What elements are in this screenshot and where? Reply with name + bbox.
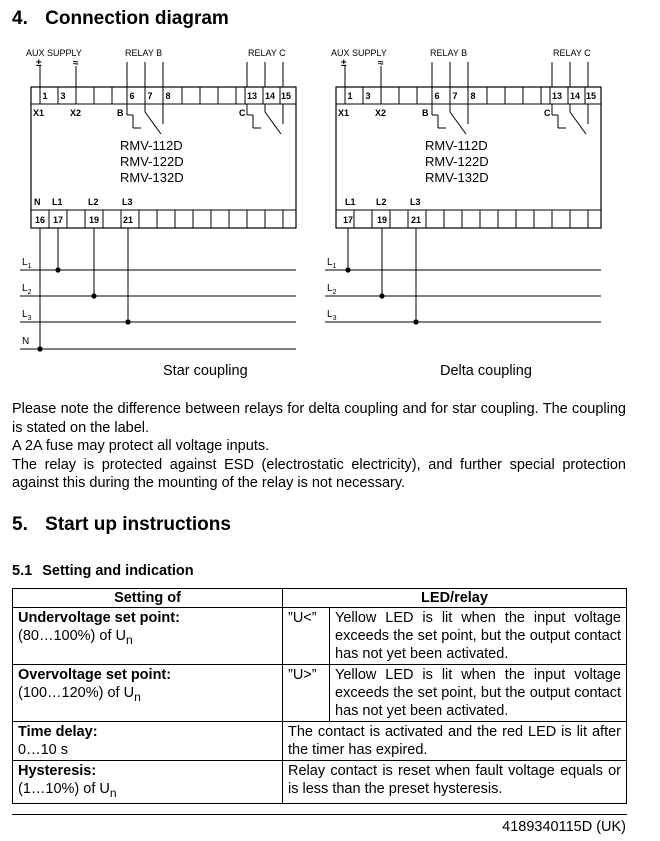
relay-b-contact [145,112,161,134]
phase-label: L3 [122,197,133,207]
delta-coupling-caption: Delta coupling [440,363,532,379]
terminal-number: 8 [165,91,171,101]
table-row [13,608,627,665]
model-name: RMV-132D [120,170,184,185]
b-label: B [422,108,429,118]
terminal-number: 13 [551,91,563,101]
setting-range: (1…10%) of $U_n$ [18,781,117,800]
table-header-row [13,589,627,608]
led-description: The contact is activated and the red LED is lit after the timer has expired. [283,722,627,761]
setting-name: Time delay: [18,724,98,740]
x2-label: X2 [375,108,387,118]
led-code: ”U<” [283,608,330,665]
model-name: RMV-112D [425,138,488,153]
terminal-number: 7 [452,91,458,101]
terminal-number: 21 [410,215,422,225]
supply-line-label: $L_1$ [327,257,337,270]
note-esd: The relay is protected against ESD (electrostatic electricity), and further special protection against this during the mounting of the relay is not necessary. [12,456,626,491]
b-label: B [117,108,124,118]
note-coupling: Please note the difference between relays for delta coupling and for star coupling. The coupling is stated on the label. [12,401,626,436]
relay-c-contact [570,112,586,134]
table-row [13,665,627,722]
relay-c-label: RELAY C [553,48,591,58]
subsection-number: 5.1 [12,563,33,579]
footer-rule [12,814,627,815]
notes [12,400,626,493]
led-description: Yellow LED is lit when the input voltage exceeds the set point, but the output contact has not yet been activated. [330,665,627,722]
star-coupling-diagram [20,48,296,352]
relay-c-contact [265,112,281,134]
led-code: ”U>” [283,665,330,722]
terminal-number: 3 [60,91,66,101]
relay-b-label: RELAY B [125,48,163,58]
terminal-number: 15 [585,91,597,101]
phase-label: L3 [410,197,421,207]
setting-cell [13,722,283,761]
relay-c-label: RELAY C [248,48,286,58]
junction-dot [37,346,42,351]
setting-cell [13,608,283,665]
junction-dot [55,267,60,272]
terminal-number: 17 [52,215,64,225]
terminal-number: 15 [280,91,292,101]
section-number: 4. [12,8,28,29]
junction-dot [125,319,130,324]
header-led-relay: LED/relay [283,589,627,608]
relay-b-label: RELAY B [430,48,468,58]
phase-label: N [34,197,41,207]
section-title: Start up instructions [45,514,231,535]
setting-cell [13,665,283,722]
section-title: Connection diagram [45,8,229,29]
junction-dot [413,319,418,324]
c-label: C [544,108,551,118]
dc-symbol: ± [36,58,42,69]
terminal-number: 19 [88,215,100,225]
terminal-number: 17 [342,215,354,225]
phase-label: L2 [88,197,99,207]
supply-line-label: $L_3$ [22,309,32,322]
led-description: Relay contact is reset when fault voltage equals or is less than the preset hysteresis. [283,761,627,804]
setting-name: Undervoltage set point: [18,610,180,626]
setting-range: (80…100%) of $U_n$ [18,628,133,647]
c-label: C [239,108,246,118]
aux-supply-label: AUX SUPPLY [26,48,82,58]
star-coupling-caption: Star coupling [163,363,248,379]
delta-coupling-diagram [325,48,601,325]
terminal-number: 19 [376,215,388,225]
supply-line-label: $L_2$ [22,283,32,296]
dc-symbol: ± [341,58,347,69]
phase-label: L1 [345,197,356,207]
junction-dot [345,267,350,272]
aux-supply-label: AUX SUPPLY [331,48,387,58]
led-description: Yellow LED is lit when the input voltage exceeds the set point, but the output contact has not yet been activated. [330,608,627,665]
terminal-number: 16 [34,215,46,225]
setting-cell [13,761,283,804]
setting-range: (100…120%) of $U_n$ [18,685,141,704]
table-row [13,761,627,804]
junction-dot [379,293,384,298]
supply-line-label: N [22,336,30,347]
header-setting-of: Setting of [13,589,283,608]
terminal-number: 1 [347,91,353,101]
phase-label: L1 [52,197,63,207]
model-name: RMV-122D [425,154,489,169]
terminal-number: 6 [434,91,440,101]
table-row [13,722,627,761]
junction-dot [91,293,96,298]
terminal-number: 21 [122,215,134,225]
section-5-1-heading [12,563,194,579]
terminal-number: 7 [147,91,153,101]
supply-line-label: $L_2$ [327,283,337,296]
terminal-number: 8 [470,91,476,101]
ac-symbol: ≈ [73,58,79,69]
terminal-number: 6 [129,91,135,101]
note-fuse: A 2A fuse may protect all voltage inputs. [12,438,270,454]
terminal-number: 3 [365,91,371,101]
x1-label: X1 [33,108,45,118]
x1-label: X1 [338,108,350,118]
model-name: RMV-132D [425,170,489,185]
connection-diagram [0,0,660,395]
section-number: 5. [12,514,28,535]
ac-symbol: ≈ [378,58,384,69]
terminal-number: 1 [42,91,48,101]
supply-line-label: $L_3$ [327,309,337,322]
terminal-number: 14 [264,91,276,101]
section-5-heading [12,514,231,536]
settings-table [12,588,627,804]
model-name: RMV-122D [120,154,184,169]
x2-label: X2 [70,108,82,118]
model-name: RMV-112D [120,138,183,153]
setting-range: 0…10 s [18,742,68,758]
document-number: 4189340115D (UK) [502,819,626,835]
subsection-title: Setting and indication [42,563,194,579]
supply-line-label: $L_1$ [22,257,32,270]
setting-name: Overvoltage set point: [18,667,172,683]
terminal-number: 13 [246,91,258,101]
terminal-number: 14 [569,91,581,101]
relay-b-contact [450,112,466,134]
setting-name: Hysteresis: [18,763,97,779]
phase-label: L2 [376,197,387,207]
